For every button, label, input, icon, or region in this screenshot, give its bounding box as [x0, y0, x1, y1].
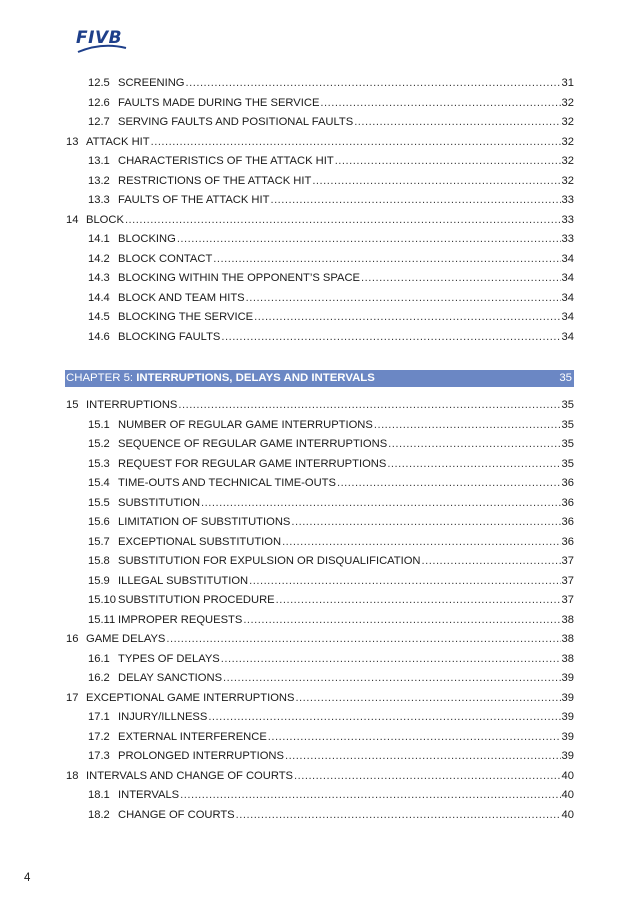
toc-entry-title: GAME DELAYS — [86, 633, 166, 645]
toc-entry-page: 40 — [561, 769, 574, 782]
dot-leader — [178, 395, 560, 415]
dot-leader — [387, 454, 560, 474]
toc-entry-title: INTERVALS AND CHANGE OF COURTS — [86, 769, 294, 782]
dot-leader — [254, 307, 560, 327]
toc-entry-title: CHARACTERISTICS OF THE ATTACK HIT — [118, 155, 334, 167]
toc-entry-title: ATTACK HIT — [86, 135, 150, 148]
toc-entry[interactable] — [88, 229, 574, 249]
dot-leader — [213, 249, 560, 269]
dot-leader — [177, 229, 561, 249]
toc-entry-number: 16.2 — [88, 672, 110, 684]
toc-entry[interactable] — [88, 268, 574, 288]
toc-entry[interactable] — [88, 532, 574, 552]
toc-entry-title: BLOCKING WITHIN THE OPPONENT’S SPACE — [118, 272, 361, 284]
toc-entry[interactable] — [88, 746, 574, 766]
toc-entry[interactable] — [88, 415, 574, 435]
toc-entry[interactable] — [88, 93, 574, 113]
toc-entry-title: BLOCK — [86, 213, 124, 226]
toc-entry-page: 32 — [561, 174, 574, 187]
toc-entry-title: EXCEPTIONAL SUBSTITUTION — [118, 535, 282, 548]
toc-entry-title: TYPES OF DELAYS — [118, 652, 220, 665]
toc-entry-title: ILLEGAL SUBSTITUTION — [118, 574, 249, 587]
toc-entry-page: 34 — [561, 330, 574, 343]
toc-entry-title: FAULTS MADE DURING THE SERVICE — [118, 96, 320, 109]
toc-entry-number: 12.6 — [88, 96, 110, 109]
toc-entry-page: 36 — [561, 496, 574, 509]
toc-entry-number: 15.3 — [88, 457, 110, 470]
toc-entry-page: 34 — [561, 252, 574, 265]
toc-entry[interactable] — [66, 766, 574, 786]
dot-leader — [236, 805, 561, 825]
toc-entry-page: 34 — [561, 272, 574, 284]
toc-entry-number: 18 — [66, 769, 79, 782]
toc-entry-number: 13 — [66, 135, 79, 148]
chapter-page: 35 — [559, 372, 572, 384]
toc-entry-number: 15.1 — [88, 418, 110, 431]
toc-entry[interactable] — [66, 132, 574, 152]
toc-entry-page: 35 — [561, 457, 574, 470]
dot-leader — [221, 327, 560, 347]
toc-entry[interactable] — [66, 688, 574, 708]
dot-leader — [335, 151, 561, 171]
toc-entry-page: 37 — [561, 594, 574, 606]
toc-entry-number: 15.4 — [88, 477, 110, 489]
toc-entry-page: 36 — [561, 516, 574, 528]
toc-entry-page: 33 — [561, 233, 574, 245]
toc-entry-page: 32 — [561, 135, 574, 148]
toc-entry-page: 39 — [561, 691, 574, 704]
dot-leader — [249, 571, 560, 591]
toc-entry-number: 12.7 — [88, 116, 110, 128]
toc-entry[interactable] — [88, 668, 574, 688]
chapter-name: INTERRUPTIONS, DELAYS AND INTERVALS — [136, 372, 375, 384]
toc-entry[interactable] — [88, 151, 574, 171]
toc-entry-page: 32 — [561, 96, 574, 109]
dot-leader — [268, 727, 561, 747]
toc-entry-number: 13.2 — [88, 174, 110, 187]
dot-leader — [223, 668, 561, 688]
toc-entry[interactable] — [88, 112, 574, 132]
toc-entry-title: RESTRICTIONS OF THE ATTACK HIT — [118, 174, 312, 187]
toc-entry-title: IMPROPER REQUESTS — [118, 613, 243, 626]
toc-entry-title: DELAY SANCTIONS — [118, 672, 223, 684]
toc-entry[interactable] — [88, 571, 574, 591]
toc-entry-title: PROLONGED INTERRUPTIONS — [118, 750, 284, 762]
toc-entry-number: 17.3 — [88, 750, 110, 762]
toc-entry-title: NUMBER OF REGULAR GAME INTERRUPTIONS — [118, 418, 373, 431]
toc-entry-number: 13.1 — [88, 155, 110, 167]
toc-entry[interactable] — [88, 785, 574, 805]
toc-entry[interactable] — [88, 610, 574, 630]
toc-entry-title: SUBSTITUTION PROCEDURE — [118, 594, 275, 606]
toc-entry-title: SERVING FAULTS AND POSITIONAL FAULTS — [118, 116, 354, 128]
dot-leader — [320, 93, 560, 113]
toc-entry-number: 17.1 — [88, 711, 110, 723]
logo-text: FIVB — [76, 28, 123, 48]
toc-entry-page: 31 — [561, 77, 574, 89]
toc-entry-page: 34 — [561, 291, 574, 304]
dot-leader — [125, 210, 561, 230]
toc-entry-number: 16.1 — [88, 652, 110, 665]
toc-entry-page: 36 — [561, 477, 574, 489]
dot-leader — [337, 473, 561, 493]
toc-entry[interactable] — [88, 73, 574, 93]
dot-leader — [180, 785, 560, 805]
dot-leader — [276, 590, 561, 610]
toc-entry-number: 15.8 — [88, 555, 110, 567]
toc-entry-title: BLOCKING FAULTS — [118, 330, 221, 343]
toc-entry-page: 32 — [561, 116, 574, 128]
toc-entry[interactable] — [88, 307, 574, 327]
toc-entry-title: BLOCKING THE SERVICE — [118, 311, 254, 323]
toc-entry[interactable] — [88, 327, 574, 347]
toc-entry-title: BLOCK CONTACT — [118, 252, 213, 265]
fivb-logo — [76, 28, 128, 54]
toc-entry[interactable] — [88, 805, 574, 825]
toc-entry[interactable] — [88, 454, 574, 474]
dot-leader — [374, 415, 561, 435]
toc-entry-page: 38 — [561, 613, 574, 626]
toc-entry-title: BLOCK AND TEAM HITS — [118, 291, 245, 304]
toc-entry[interactable] — [88, 727, 574, 747]
toc-entry[interactable] — [66, 210, 574, 230]
toc-entry-page: 33 — [561, 194, 574, 206]
dot-leader — [354, 112, 560, 132]
chapter-prefix: CHAPTER 5: — [66, 372, 137, 384]
toc-entry-page: 37 — [561, 574, 574, 587]
toc-entry-title: REQUEST FOR REGULAR GAME INTERRUPTIONS — [118, 457, 387, 470]
toc-entry-page: 39 — [561, 750, 574, 762]
dot-leader — [312, 171, 560, 191]
page-number: 4 — [24, 872, 31, 884]
toc-entry[interactable] — [88, 249, 574, 269]
toc-entry-page: 40 — [561, 789, 574, 801]
toc-entry-page: 33 — [561, 213, 574, 226]
toc-entry[interactable] — [88, 551, 574, 571]
toc-entry-page: 34 — [561, 311, 574, 323]
toc-entry[interactable] — [88, 288, 574, 308]
toc-entry-page: 38 — [561, 633, 574, 645]
toc-entry-number: 18.1 — [88, 789, 110, 801]
toc-entry-page: 35 — [561, 438, 574, 450]
toc-entry-number: 16 — [66, 633, 79, 645]
toc-entry-number: 17.2 — [88, 730, 110, 743]
toc-entry-number: 15.9 — [88, 574, 110, 587]
toc-entry-page: 37 — [561, 555, 574, 567]
toc-entry[interactable] — [88, 590, 574, 610]
dot-leader — [388, 434, 560, 454]
dot-leader — [295, 688, 560, 708]
toc-entry-title: SCREENING — [118, 77, 185, 89]
dot-leader — [208, 707, 560, 727]
toc-entry[interactable] — [88, 493, 574, 513]
dot-leader — [270, 190, 560, 210]
toc-entry-number: 14.3 — [88, 272, 110, 284]
toc-entry-number: 12.5 — [88, 77, 110, 89]
dot-leader — [291, 512, 560, 532]
toc-entry-title: SEQUENCE OF REGULAR GAME INTERRUPTIONS — [118, 438, 388, 450]
toc-entry-title: LIMITATION OF SUBSTITUTIONS — [118, 516, 291, 528]
toc-entry-page: 39 — [561, 711, 574, 723]
toc-entry-number: 13.3 — [88, 194, 110, 206]
toc-entry-number: 18.2 — [88, 808, 110, 821]
toc-entry-number: 15.2 — [88, 438, 110, 450]
toc-entry[interactable] — [88, 512, 574, 532]
toc-entry[interactable] — [66, 395, 574, 415]
toc-entry-page: 36 — [561, 535, 574, 548]
toc-entry-number: 14.5 — [88, 311, 110, 323]
toc-entry-number: 15.7 — [88, 535, 110, 548]
dot-leader — [166, 629, 560, 649]
toc-entry-page: 39 — [561, 730, 574, 743]
toc-entry[interactable] — [88, 190, 574, 210]
toc-entry-title: FAULTS OF THE ATTACK HIT — [118, 194, 270, 206]
dot-leader — [246, 288, 561, 308]
dot-leader — [285, 746, 561, 766]
toc-entry-number: 17 — [66, 691, 79, 704]
toc-entry-page: 39 — [561, 672, 574, 684]
toc-entry-title: INJURY/ILLNESS — [118, 711, 208, 723]
toc-entry-title: EXCEPTIONAL GAME INTERRUPTIONS — [86, 691, 295, 704]
toc-entry[interactable] — [88, 434, 574, 454]
dot-leader — [151, 132, 561, 152]
toc-entry-title: INTERRUPTIONS — [86, 399, 178, 411]
dot-leader — [186, 73, 561, 93]
dot-leader — [243, 610, 560, 630]
toc-entry-title: CHANGE OF COURTS — [118, 808, 235, 821]
dot-leader — [422, 551, 561, 571]
toc-entry[interactable] — [88, 473, 574, 493]
toc-entry-title: SUBSTITUTION FOR EXPULSION OR DISQUALIFICATION — [118, 555, 421, 567]
toc-entry-number: 14.4 — [88, 291, 110, 304]
logo-swoosh-icon — [76, 44, 128, 54]
toc-entry-number: 15.10 — [88, 594, 116, 606]
toc-entry-number: 14.2 — [88, 252, 110, 265]
dot-leader — [294, 766, 561, 786]
toc-entry-page: 32 — [561, 155, 574, 167]
toc-entry-title: SUBSTITUTION — [118, 496, 201, 509]
toc-entry[interactable] — [88, 707, 574, 727]
dot-leader — [201, 493, 561, 513]
toc-entry-number: 15.11 — [88, 613, 116, 626]
toc-entry-title: EXTERNAL INTERFERENCE — [118, 730, 267, 743]
chapter-heading[interactable] — [65, 370, 574, 387]
toc-entry[interactable] — [66, 629, 574, 649]
toc-entry-title: TIME-OUTS AND TECHNICAL TIME-OUTS — [118, 477, 336, 489]
toc-entry-page: 38 — [561, 652, 574, 665]
toc-entry-number: 14.6 — [88, 330, 110, 343]
toc-entry-title: INTERVALS — [118, 789, 180, 801]
toc-entry[interactable] — [88, 171, 574, 191]
toc-entry-page: 35 — [561, 418, 574, 431]
chapter-title — [66, 370, 375, 387]
toc-entry-number: 14.1 — [88, 233, 110, 245]
dot-leader — [361, 268, 561, 288]
toc-entry-page: 40 — [561, 808, 574, 821]
toc-entry-number: 15.5 — [88, 496, 110, 509]
dot-leader — [282, 532, 560, 552]
toc-entry-page: 35 — [561, 399, 574, 411]
toc-entry[interactable] — [88, 649, 574, 669]
toc-entry-number: 14 — [66, 213, 79, 226]
toc-entry-number: 15.6 — [88, 516, 110, 528]
toc-entry-title: BLOCKING — [118, 233, 176, 245]
toc-entry-number: 15 — [66, 399, 79, 411]
dot-leader — [221, 649, 561, 669]
